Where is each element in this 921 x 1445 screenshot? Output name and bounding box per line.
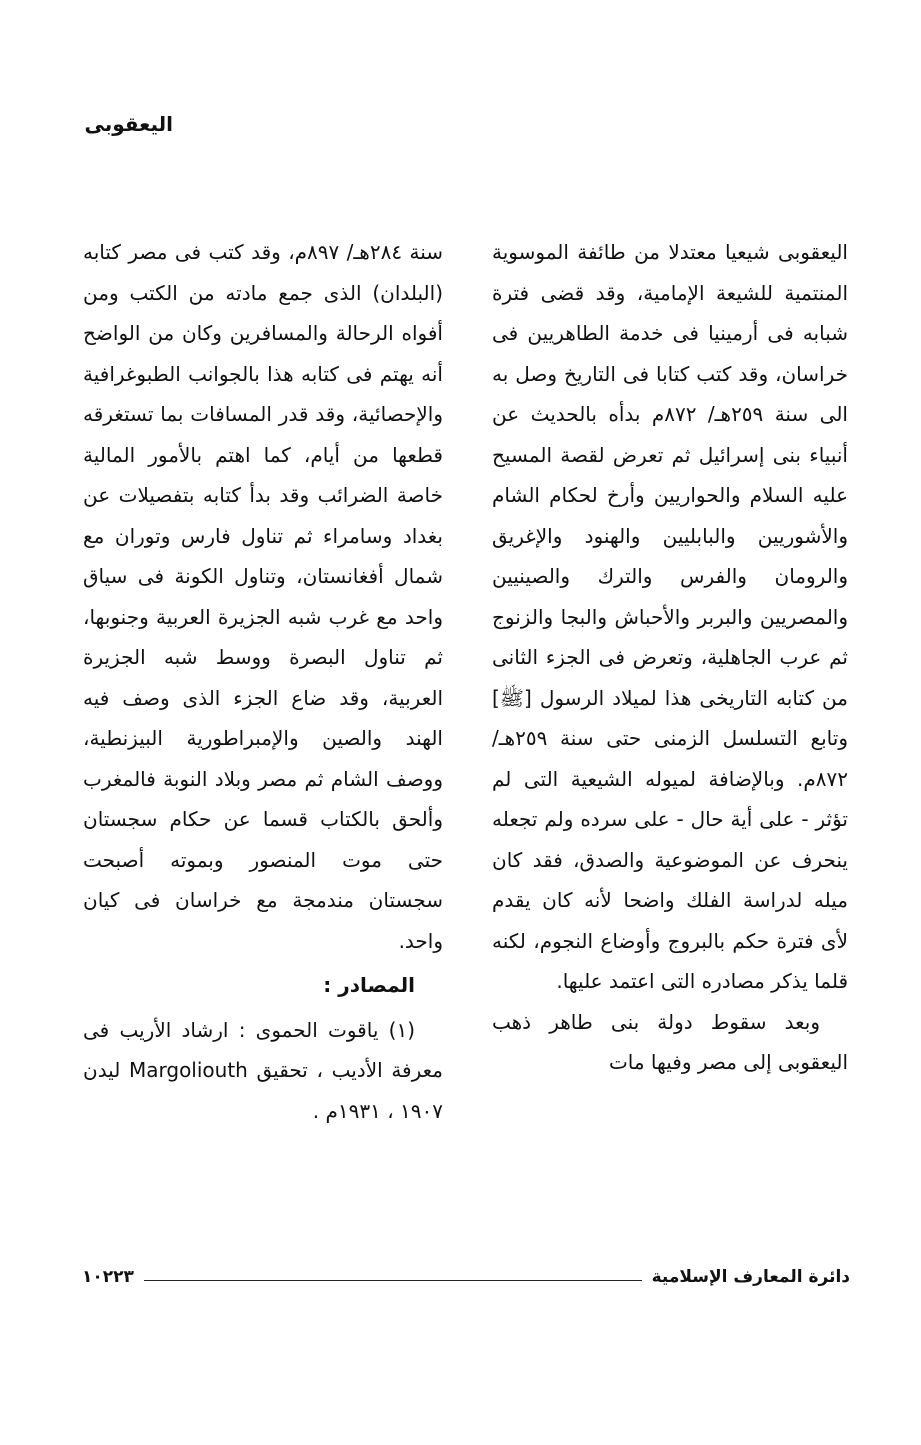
right-column (492, 232, 848, 1083)
paragraph: وبعد سقوط دولة بنى طاهر ذهب اليعقوبى إلى مصر وفيها مات (492, 1009, 848, 1074)
paragraph: سنة ٢٨٤هـ/ ٨٩٧م، وقد كتب فى مصر كتابه (البلدان) الذى جمع مادته من الكتب ومن أفواه الرحالة والمسافرين وكان من الواضح أنه يهتم فى كتابه هذا بالجوانب الطبوغرافية والإحصائية، وقد قدر المسافات بما تستغرقه قطعها من أيام، كما اهتم بالأمور المالية خاصة الضرائب وقد بدأ كتابه بتفصيلات عن بغداد وسامراء ثم تناول فارس وتوران مع شمال أفغانستان، وتناول الكونة فى سياق واحد مع غرب شبه الجزيرة العربية وجنوبها، ثم تناول البصرة ووسط شبه الجزيرة العربية، وقد ضاع الجزء الذى وصف فيه الهند والصين والإمبراطورية البيزنطية، ووصف الشام ثم مصر وبلاد النوبة فالمغرب وألحق بالكتاب قسما عن حكام سجستان حتى موت المنصور وبموته أصبحت سجستان مندمجة مع خراسان فى كيان واحد. (83, 240, 443, 953)
page-footer (82, 1262, 850, 1292)
source-item: (١) ياقوت الحموى : ارشاد الأريب فى معرفة الأديب ، تحقيق Margoliouth ليدن ١٩٠٧ ، ١٩٣١م . (83, 1017, 444, 1123)
running-header: اليعقوبى (84, 112, 173, 136)
paragraph: اليعقوبى شيعيا معتدلا من طائفة الموسوية المنتمية للشيعة الإمامية، وقد قضى فترة شبابه فى أرمينيا فى خدمة الطاهريين فى خراسان، وقد كتب كتابا فى التاريخ وصل به الى سنة ٢٥٩هـ/ ٨٧٢م بدأه بالحديث عن أنبياء بنى إسرائيل ثم تعرض لقصة المسيح عليه السلام والحواريين وأرخ لحكام الشام والأشوريين والبابليين والهنود والإغريق والرومان والفرس والترك والصينيين والمصريين والبربر والأحباش والبجا والزنوج ثم عرب الجاهلية، وتعرض فى الجزء الثانى من كتابه التاريخى هذا لميلاد الرسول [ﷺ] وتابع التسلسل الزمنى حتى سنة ٢٥٩هـ/ ٨٧٢م. وبالإضافة لميوله الشيعية التى لم تؤثر - على أية حال - على سرده ولم تجعله ينحرف عن الموضوعية والصدق، فقد كان ميله لدراسة الفلك واضحا لأنه كان يقدم لأى فترة حكم بالبروج وأوضاع النجوم، لكنه قلما يذكر مصادره التى اعتمد عليها. (492, 240, 848, 993)
left-column (83, 232, 443, 1131)
sources-heading: المصادر : (323, 973, 415, 997)
footer-divider (144, 1280, 642, 1281)
page-number: ١٠٢٢٣ (82, 1267, 134, 1287)
journal-title: دائرة المعارف الإسلامية (651, 1267, 850, 1287)
